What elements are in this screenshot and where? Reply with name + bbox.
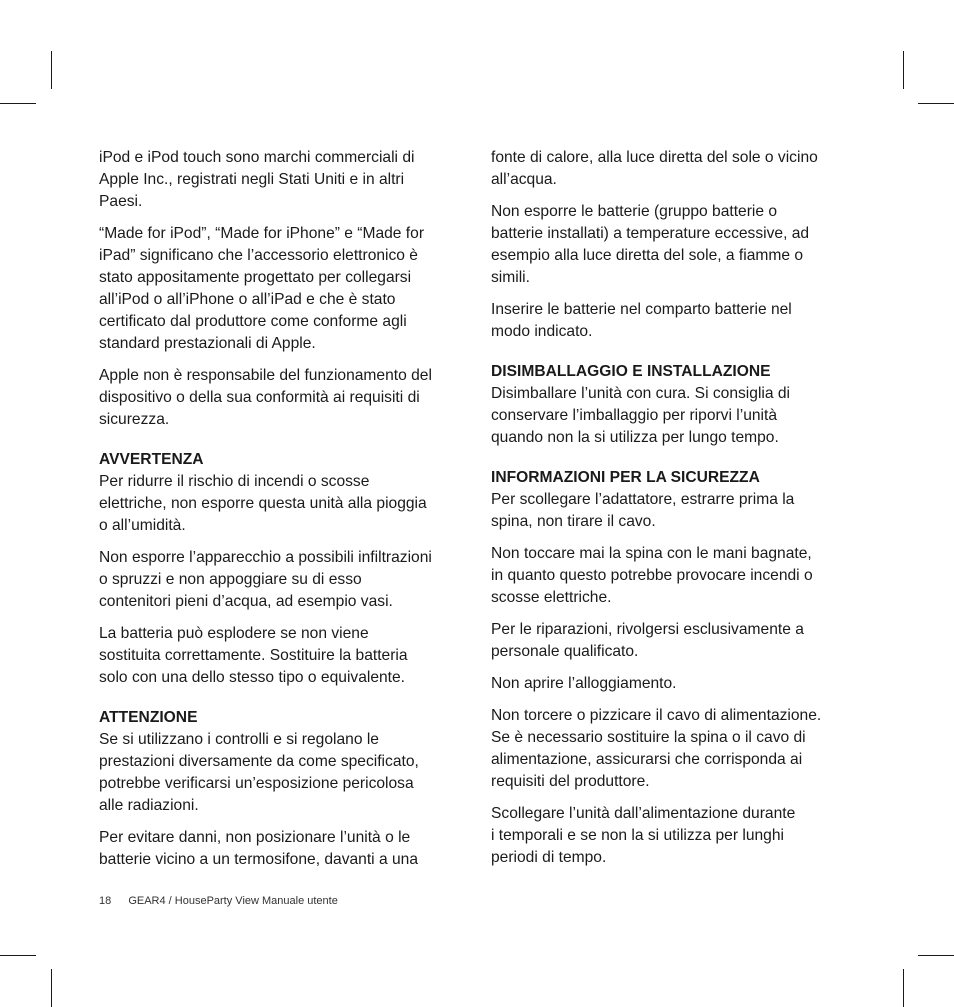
section-heading: ATTENZIONE xyxy=(99,709,198,726)
caution-section xyxy=(99,707,467,871)
paragraph: Scollegare l’unità dall’alimentazione durante i temporali e se non la si utilizza per lunghi periodi di tempo. xyxy=(491,805,796,866)
paragraph: iPod e iPod touch sono marchi commerciali di Apple Inc., registrati negli Stati Uniti e in altri Paesi. xyxy=(99,149,415,210)
right-column xyxy=(491,147,859,879)
paragraph: Se si utilizzano i controlli e si regolano le prestazioni diversamente da come specificato, potrebbe verificarsi un’esposizione pericolosa alle radiazioni. xyxy=(99,731,419,814)
paragraph: Apple non è responsabile del funzionamento del dispositivo o della sua conformità ai requisiti di sicurezza. xyxy=(99,367,432,428)
crop-mark xyxy=(51,51,52,89)
paragraph: “Made for iPod”, “Made for iPhone” e “Made for iPad” significano che l’accessorio elettronico è stato appositamente progettato per collegarsi all’iPod o all’iPhone o all’iPad e che è stato certificato dal produttore come conforme agli standard prestazionali di Apple. xyxy=(99,225,425,352)
crop-mark xyxy=(0,103,36,104)
section-heading: DISIMBALLAGGIO E INSTALLAZIONE xyxy=(491,363,771,380)
paragraph: Disimballare l’unità con cura. Si consiglia di conservare l’imballaggio per riporvi l’unità quando non la si utilizza per lungo tempo. xyxy=(491,385,791,446)
paragraph: Non esporre le batterie (gruppo batterie o batterie installati) a temperature eccessive, ad esempio alla luce diretta del sole, a fiamme o simili. xyxy=(491,203,810,286)
warning-section xyxy=(99,449,467,689)
footer-title: GEAR4 / HouseParty View Manuale utente xyxy=(128,895,338,907)
section-heading: INFORMAZIONI PER LA SICUREZZA xyxy=(491,469,760,486)
paragraph: Per le riparazioni, rivolgersi esclusivamente a personale qualificato. xyxy=(491,621,804,660)
paragraph: Non torcere o pizzicare il cavo di alimentazione. Se è necessario sostituire la spina o il cavo di alimentazione, assicurarsi che corrisponda ai requisiti del produttore. xyxy=(491,707,822,790)
paragraph: Per evitare danni, non posizionare l’unità o le batterie vicino a un termosifone, davanti a una xyxy=(99,829,419,868)
paragraph: Non toccare mai la spina con le mani bagnate, in quanto questo potrebbe provocare incendi o scosse elettriche. xyxy=(491,545,813,606)
section-heading: AVVERTENZA xyxy=(99,451,204,468)
page-number: 18 xyxy=(99,895,112,907)
crop-mark xyxy=(903,969,904,1007)
paragraph: Non aprire l’alloggiamento. xyxy=(491,675,677,692)
crop-mark xyxy=(918,955,954,956)
paragraph: La batteria può esplodere se non viene sostituita correttamente. Sostituire la batteria solo con una dello stesso tipo o equivalente. xyxy=(99,625,408,686)
crop-mark xyxy=(51,969,52,1007)
unpacking-section xyxy=(491,361,859,449)
crop-mark xyxy=(918,103,954,104)
crop-mark xyxy=(0,955,36,956)
crop-mark xyxy=(903,51,904,89)
paragraph: Inserire le batterie nel comparto batterie nel modo indicato. xyxy=(491,301,792,340)
paragraph: fonte di calore, alla luce diretta del sole o vicino all’acqua. xyxy=(491,149,818,188)
left-column xyxy=(99,147,467,881)
page-footer xyxy=(99,895,338,907)
paragraph: Non esporre l’apparecchio a possibili infiltrazioni o spruzzi e non appoggiare su di esso contenitori pieni d’acqua, ad esempio vasi. xyxy=(99,549,432,610)
paragraph: Per ridurre il rischio di incendi o scosse elettriche, non esporre questa unità alla pioggia o all’umidità. xyxy=(99,473,427,534)
safety-section xyxy=(491,467,859,869)
paragraph: Per scollegare l’adattatore, estrarre prima la spina, non tirare il cavo. xyxy=(491,491,795,530)
